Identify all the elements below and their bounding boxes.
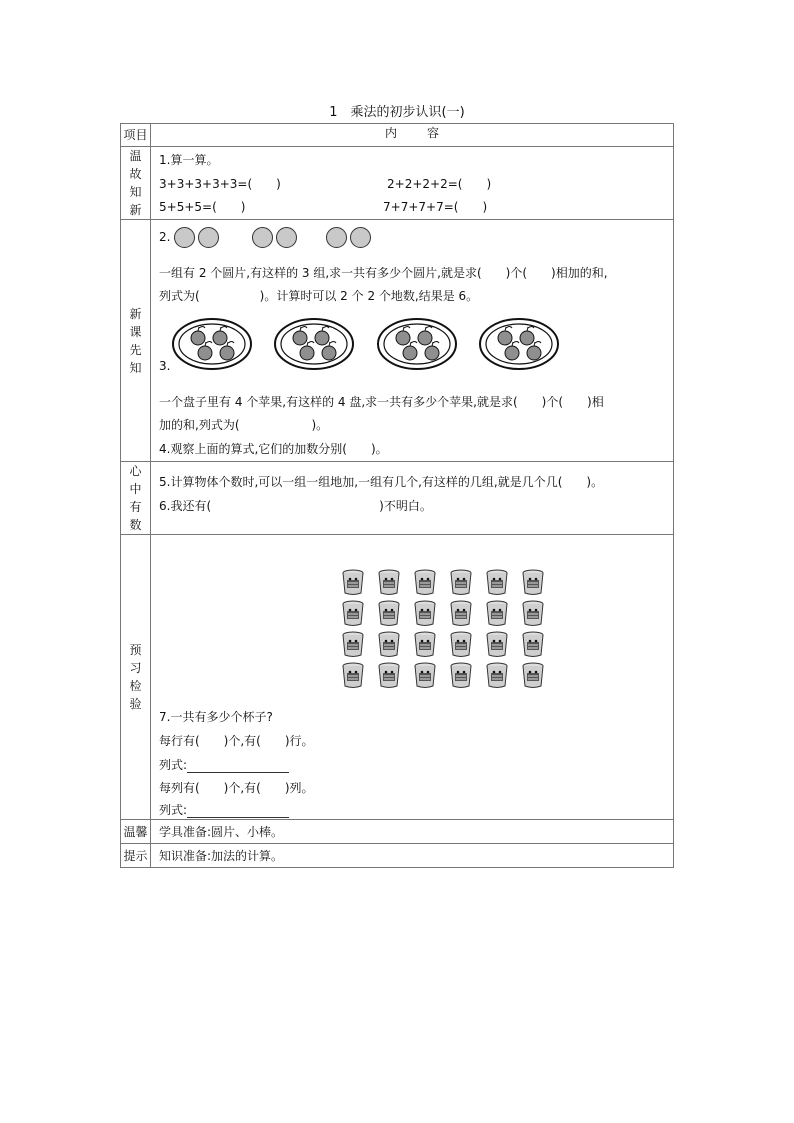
q3-text: 一个盘子里有 4 个苹果,有这样的 4 盘,求一共有多少个苹果,就是求( )个( )相 — [159, 395, 604, 409]
cup-icon — [341, 600, 365, 631]
plate-icon — [173, 319, 251, 369]
apple-icon — [220, 346, 234, 360]
cup-icon — [449, 631, 473, 662]
row-question: 每行有( )个,有( )行。 — [159, 734, 314, 748]
q2-text: 一组有 2 个圆片,有这样的 3 组,求一共有多少个圆片,就是求( )个( )相加的和, — [159, 266, 608, 280]
answer-line[interactable] — [187, 805, 289, 818]
newlesson-row — [121, 220, 674, 462]
plate-icon — [480, 319, 558, 369]
apple-icon — [315, 331, 329, 345]
mind-row — [121, 462, 674, 535]
header-row — [121, 124, 674, 147]
cup-icon — [521, 569, 545, 600]
cup-icon — [521, 631, 545, 662]
cup-icon — [449, 569, 473, 600]
q3-num: 3. — [159, 359, 171, 373]
apple-plates-illustration — [171, 316, 561, 372]
tips-label-2: 提示 — [121, 844, 151, 868]
preview-row — [121, 535, 674, 820]
plate-icon — [378, 319, 456, 369]
cup-icon — [413, 600, 437, 631]
tips-label-1: 温馨 — [121, 820, 151, 844]
cup-icon — [377, 600, 401, 631]
q2-text2: 列式为( )。计算时可以 2 个 2 个地数,结果是 6。 — [159, 289, 479, 303]
apple-icon — [425, 346, 439, 360]
answer-line[interactable] — [187, 760, 289, 773]
circle-icon — [174, 227, 195, 248]
preview-label: 预 习 检 验 — [121, 535, 151, 820]
header-content: 内容 — [151, 124, 674, 147]
apple-icon — [293, 331, 307, 345]
tips-row-2 — [121, 844, 674, 868]
q5-text: 5.计算物体个数时,可以一组一组地加,一组有几个,有这样的几组,就是几个几( )。 — [159, 475, 604, 489]
newlesson-label: 新 课 先 知 — [121, 220, 151, 462]
cup-icon — [485, 569, 509, 600]
apple-icon — [213, 331, 227, 345]
cup-icon — [413, 569, 437, 600]
cup-icon — [341, 569, 365, 600]
page-title: 1 乘法的初步认识(一) — [329, 105, 465, 120]
circle-icon — [350, 227, 371, 248]
cup-icon — [377, 662, 401, 693]
cup-icon — [341, 662, 365, 693]
eq-2x4: 2+2+2+2=( ) — [387, 177, 492, 191]
cup-icon — [449, 662, 473, 693]
q6-text: 6.我还有( )不明白。 — [159, 499, 432, 513]
cup-icon — [341, 631, 365, 662]
q4-text: 4.观察上面的算式,它们的加数分别( )。 — [159, 442, 388, 456]
tip-1: 学具准备:圆片、小棒。 — [151, 820, 674, 844]
warmup-label: 温 故 知 新 — [121, 147, 151, 220]
worksheet-table — [120, 123, 674, 868]
plate-icon — [275, 319, 353, 369]
q2-circles: 2. — [159, 227, 374, 248]
apple-icon — [418, 331, 432, 345]
apple-icon — [505, 346, 519, 360]
apple-icon — [300, 346, 314, 360]
formula2: 列式: — [159, 801, 289, 818]
circle-icon — [252, 227, 273, 248]
circle-icon — [276, 227, 297, 248]
header-project: 项目 — [121, 124, 151, 147]
q3-text2: 加的和,列式为( )。 — [159, 418, 329, 432]
q7-text: 7.一共有多少个杯子? — [159, 710, 273, 724]
tips-row-1 — [121, 820, 674, 844]
warmup-row — [121, 147, 674, 220]
apple-icon — [498, 331, 512, 345]
cup-icon — [449, 600, 473, 631]
mind-label: 心 中 有 数 — [121, 462, 151, 535]
cup-icon — [485, 662, 509, 693]
cup-icon — [521, 662, 545, 693]
eq-3x5: 3+3+3+3+3=( ) — [159, 177, 281, 191]
apple-icon — [322, 346, 336, 360]
circle-icon — [198, 227, 219, 248]
apple-icon — [520, 331, 534, 345]
apple-icon — [191, 331, 205, 345]
apple-icon — [527, 346, 541, 360]
formula1: 列式: — [159, 756, 289, 773]
cup-icon — [485, 631, 509, 662]
cup-icon — [377, 631, 401, 662]
cup-icon — [485, 600, 509, 631]
circle-icon — [326, 227, 347, 248]
apple-icon — [198, 346, 212, 360]
col-question: 每列有( )个,有( )列。 — [159, 781, 314, 795]
apple-icon — [403, 346, 417, 360]
cup-icon — [377, 569, 401, 600]
q1-heading: 1.算一算。 — [159, 153, 219, 167]
eq-7x4: 7+7+7+7=( ) — [383, 200, 488, 214]
cup-icon — [413, 662, 437, 693]
cup-icon — [413, 631, 437, 662]
cup-icon — [521, 600, 545, 631]
tip-2: 知识准备:加法的计算。 — [151, 844, 674, 868]
eq-5x3: 5+5+5=( ) — [159, 200, 246, 214]
apple-icon — [396, 331, 410, 345]
